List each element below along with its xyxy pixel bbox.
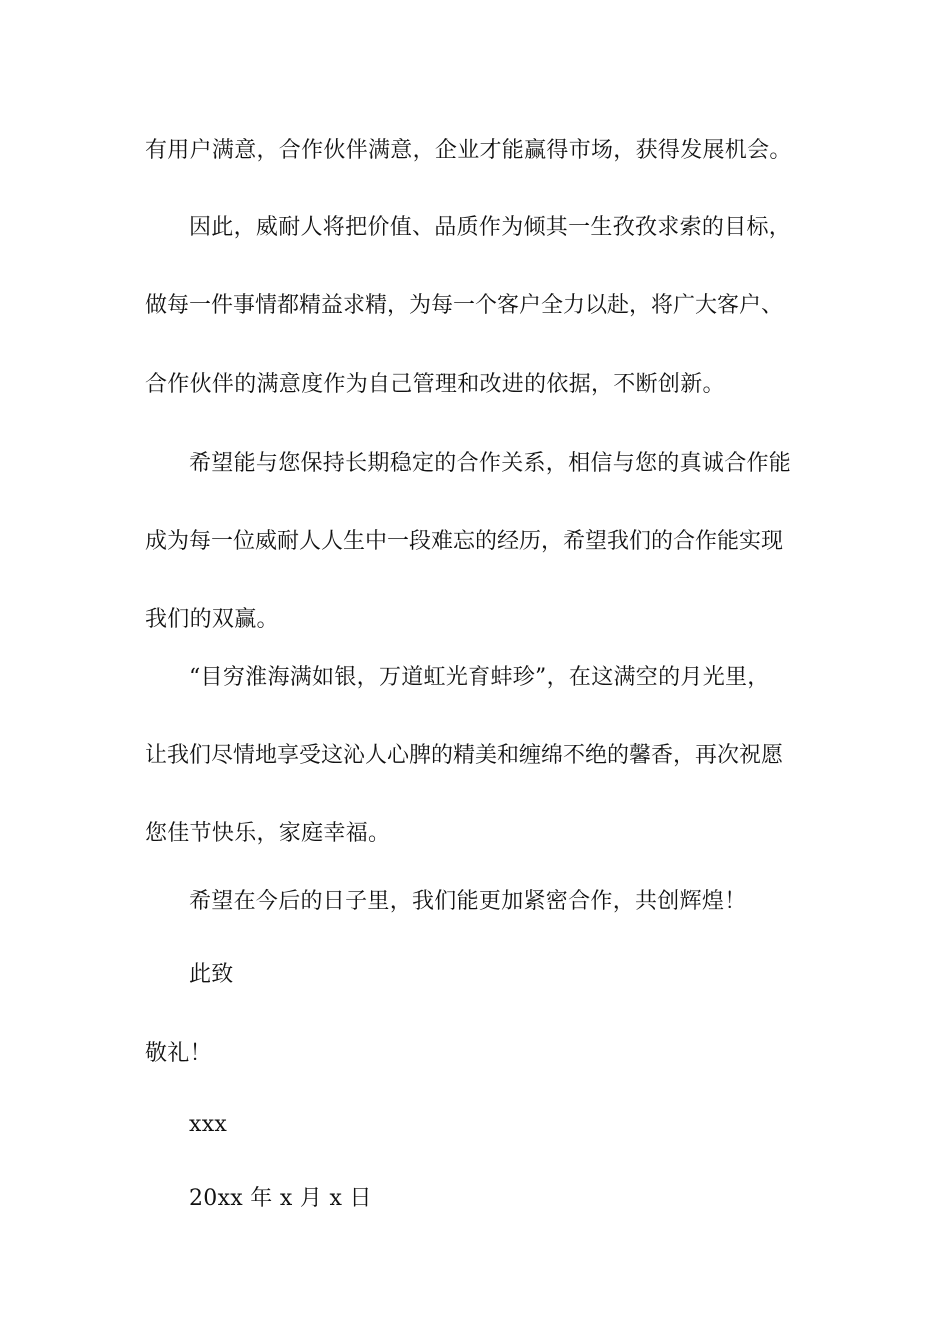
letter-date: 20xx 年 x 月 x 日	[189, 1186, 372, 1211]
body-line: 希望能与您保持长期稳定的合作关系，相信与您的真诚合作能	[189, 451, 792, 476]
body-line: 因此，威耐人将把价值、品质作为倾其一生孜孜求索的目标，	[189, 215, 792, 240]
body-line: “目穷淮海满如银，万道虹光育蚌珍”，在这满空的月光里，	[189, 665, 770, 690]
body-line: 希望在今后的日子里，我们能更加紧密合作，共创辉煌！	[189, 889, 747, 914]
body-line: 我们的双赢。	[145, 607, 279, 632]
body-line: 做每一件事情都精益求精，为每一个客户全力以赴，将广大客户、	[145, 293, 784, 318]
body-line: 合作伙伴的满意度作为自己管理和改进的依据，不断创新。	[145, 372, 725, 397]
closing-phrase: 此致	[189, 962, 234, 987]
salutation: 敬礼！	[145, 1041, 212, 1066]
body-line: 有用户满意，合作伙伴满意，企业才能赢得市场，获得发展机会。	[145, 138, 792, 163]
body-line: 您佳节快乐，家庭幸福。	[145, 821, 391, 846]
signature: xxx	[189, 1112, 228, 1137]
body-line: 让我们尽情地享受这沁人心脾的精美和缠绵不绝的馨香，再次祝愿	[145, 743, 784, 768]
body-line: 成为每一位威耐人人生中一段难忘的经历，希望我们的合作能实现	[145, 529, 784, 554]
